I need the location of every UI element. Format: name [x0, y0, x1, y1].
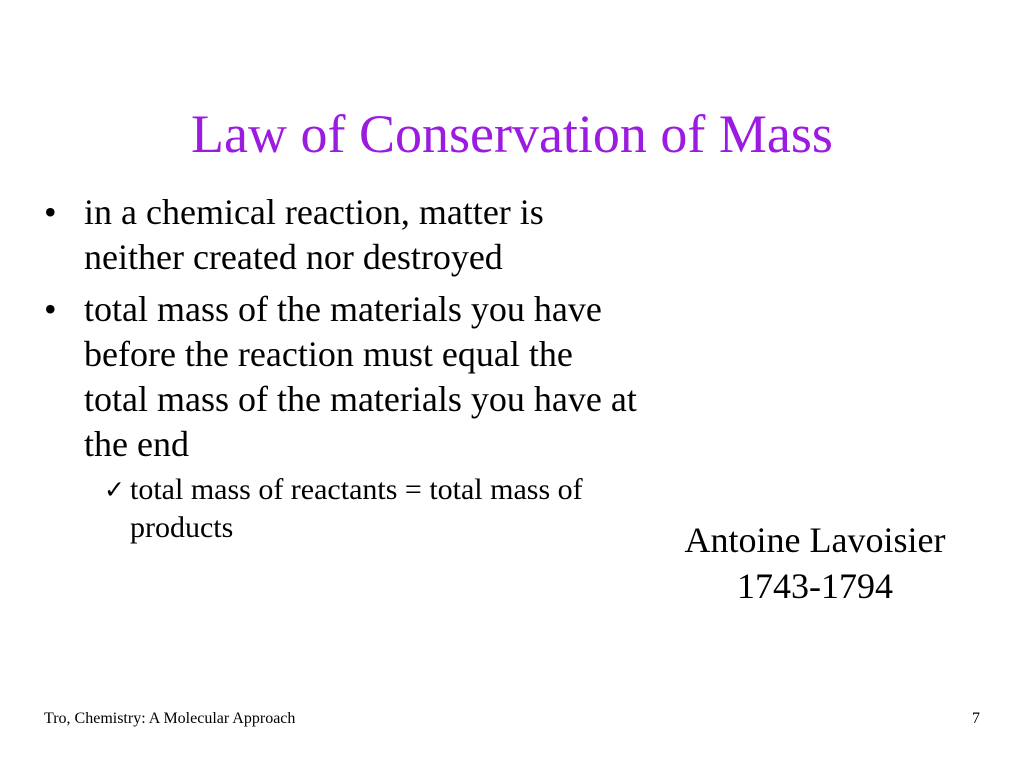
bullet-marker: • [44, 289, 57, 329]
sub-bullet-list [84, 471, 644, 547]
slide-title: Law of Conservation of Mass [191, 104, 833, 164]
bullet-text-1: in a chemical reaction, matter is neither created nor destroyed [84, 192, 544, 277]
bullet-list [44, 190, 644, 554]
sub-bullet-text: total mass of reactants = total mass of products [130, 473, 583, 544]
portrait-caption [640, 517, 990, 609]
caption-name: Antoine Lavoisier [684, 520, 946, 560]
check-icon: ✓ [104, 475, 125, 504]
caption-years: 1743-1794 [737, 566, 893, 606]
bullet-item-2 [44, 287, 644, 547]
bullet-marker: • [44, 192, 57, 232]
page-number: 7 [972, 710, 980, 727]
bullet-text-2: total mass of the materials you have before the reaction must equal the total mass of the materials you have at the end [84, 289, 637, 464]
sub-bullet-item [84, 471, 644, 547]
footer-source: Tro, Chemistry: A Molecular Approach [44, 710, 296, 727]
bullet-item-1 [44, 190, 644, 280]
